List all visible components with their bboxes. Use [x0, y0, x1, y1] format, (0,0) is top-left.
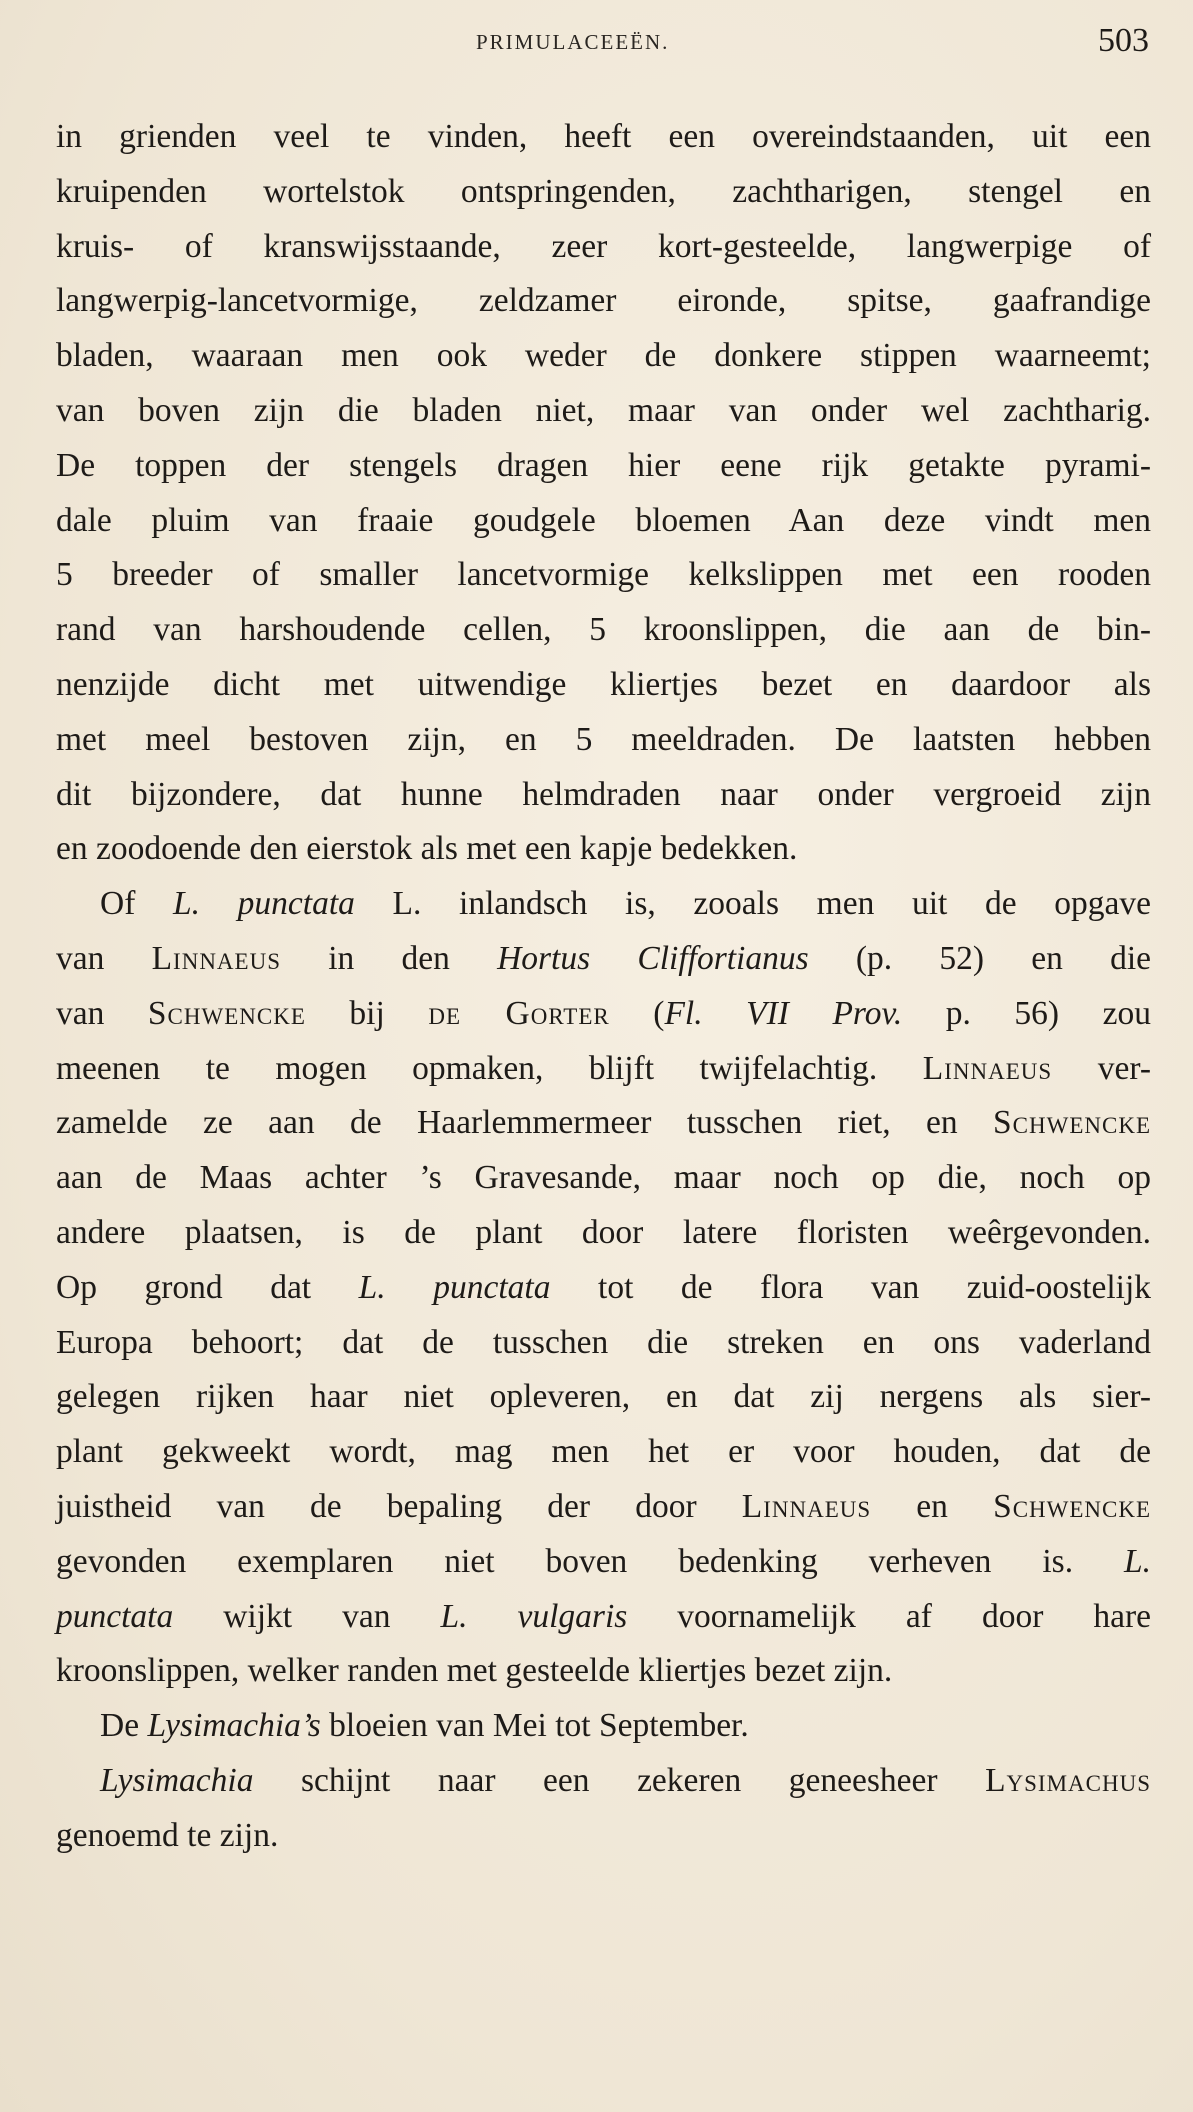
text-line: in grienden veel te vinden, heeft een overeindstaanden, uit een: [56, 118, 1151, 155]
text-line: Europa behoort; dat de tusschen die streken en ons vaderland: [56, 1323, 1151, 1361]
running-head-title: PRIMULACEEËN.: [476, 30, 670, 54]
text-line: 5 breeder of smaller lancetvormige kelkslippen met een rooden: [56, 556, 1151, 594]
text-line: plant gekweekt wordt, mag men het er voor houden, dat de: [56, 1433, 1151, 1471]
italic-text: L. vulgaris: [440, 1597, 628, 1635]
text-line: De Lysimachia’s bloeien van Mei tot September.: [100, 1707, 749, 1745]
text-line: Op grond dat L. punctata tot de flora van zuid-oostelijk: [56, 1268, 1152, 1306]
text-line: zamelde ze aan de Haarlemmermeer tusschen riet, en Schwencke: [56, 1104, 1151, 1142]
text-line: Of L. punctata L. inlandsch is, zooals men uit de opgave: [100, 885, 1151, 923]
text-line: juistheid van de bepaling der door Linnaeus en Schwencke: [56, 1487, 1152, 1525]
italic-text: Lysimachia: [100, 1761, 254, 1799]
small-caps-name: Schwencke: [993, 1487, 1152, 1525]
text-line: meenen te mogen opmaken, blijft twijfelachtig. Linnaeus ver-: [56, 1049, 1151, 1087]
small-caps-name: Linnaeus: [151, 939, 281, 977]
paragraph: [56, 110, 1151, 877]
italic-text: L.: [1123, 1542, 1151, 1580]
italic-text: punctata: [56, 1597, 174, 1635]
text-line: met meel bestoven zijn, en 5 meeldraden. De laatsten hebben: [56, 720, 1151, 758]
text-line: andere plaatsen, is de plant door latere floristen weêrgevonden.: [56, 1213, 1151, 1251]
paragraph: [56, 1699, 1151, 1754]
small-caps-name: Lysimachus: [985, 1761, 1151, 1799]
text-line: kruipenden wortelstok ontspringenden, zachtharigen, stengel en: [56, 172, 1151, 210]
text-line: van Schwencke bij de Gorter (Fl. VII Prov. p. 56) zou: [56, 994, 1151, 1032]
text-line: dit bijzondere, dat hunne helmdraden naar onder vergroeid zijn: [56, 775, 1151, 813]
small-caps-name: Schwencke: [147, 994, 306, 1032]
small-caps-name: de Gorter: [428, 994, 610, 1032]
text-line: rand van harshoudende cellen, 5 kroonslippen, die aan de bin-: [56, 611, 1151, 649]
italic-text: Fl. VII Prov.: [664, 994, 903, 1032]
small-caps-name: Schwencke: [993, 1104, 1151, 1142]
text-line: aan de Maas achter ’s Gravesande, maar noch op die, noch op: [56, 1159, 1151, 1197]
running-head: [0, 22, 1193, 62]
italic-text: L. punctata: [358, 1268, 551, 1306]
text-line: Lysimachia schijnt naar een zekeren geneesheer Lysimachus: [100, 1761, 1151, 1799]
text-line: dale pluim van fraaie goudgele bloemen Aan deze vindt men: [56, 501, 1151, 539]
text-line: punctata wijkt van L. vulgaris voornamelijk af door hare: [56, 1597, 1151, 1635]
text-line: bladen, waaraan men ook weder de donkere stippen waarneemt;: [56, 337, 1151, 375]
body-text: [56, 110, 1151, 1864]
small-caps-name: Linnaeus: [741, 1487, 872, 1525]
text-line: gelegen rijken haar niet opleveren, en dat zij nergens als sier-: [56, 1378, 1151, 1416]
text-line: nenzijde dicht met uitwendige kliertjes bezet en daardoor als: [56, 665, 1151, 703]
text-line: kruis- of kranswijsstaande, zeer kort-gesteelde, langwerpige of: [56, 227, 1151, 265]
text-line: langwerpig-lancetvormige, zeldzamer eironde, spitse, gaafrandige: [56, 282, 1151, 320]
italic-text: Lysimachia’s: [147, 1707, 321, 1745]
small-caps-name: Linnaeus: [922, 1049, 1053, 1087]
text-line: van Linnaeus in den Hortus Cliffortianus (p. 52) en die: [56, 939, 1151, 977]
italic-text: L. punctata: [173, 885, 355, 923]
text-line: genoemd te zijn.: [56, 1816, 279, 1854]
page-number: 503: [1098, 22, 1149, 59]
paragraph: [56, 877, 1151, 1699]
text-line: en zoodoende den eierstok als met een kapje bedekken.: [56, 830, 798, 868]
text-line: van boven zijn die bladen niet, maar van onder wel zachtharig.: [56, 391, 1151, 429]
text-line: kroonslippen, welker randen met gesteelde kliertjes bezet zijn.: [56, 1652, 893, 1690]
text-line: De toppen der stengels dragen hier eene rijk getakte pyrami-: [56, 446, 1151, 484]
italic-text: Hortus Cliffortianus: [497, 939, 809, 977]
paragraph: [56, 1754, 1151, 1864]
text-line: gevonden exemplaren niet boven bedenking verheven is. L.: [56, 1542, 1151, 1580]
